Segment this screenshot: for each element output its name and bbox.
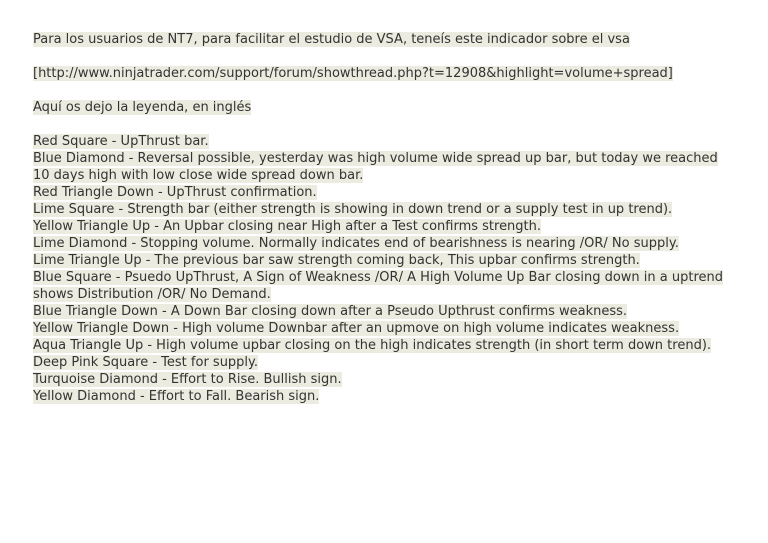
legend-item-text: Yellow Diamond - Effort to Fall. Bearish sign. [33, 389, 320, 404]
legend-item [33, 269, 733, 303]
legend-item-text: Lime Triangle Up - The previous bar saw strength coming back, This upbar confirms strength. [33, 253, 640, 268]
intro-paragraph [33, 31, 733, 48]
legend-item [33, 150, 733, 184]
legend-item-text: Yellow Triangle Up - An Upbar closing near High after a Test confirms strength. [33, 219, 542, 234]
legend-list [33, 133, 733, 405]
legend-item [33, 201, 733, 218]
legend-item [33, 337, 733, 354]
legend-item-text: Blue Diamond - Reversal possible, yesterday was high volume wide spread up bar, but today we reached 10 days high with low close wide spread down bar. [33, 151, 718, 183]
legend-item-text: Yellow Triangle Down - High volume Downbar after an upmove on high volume indicates weakness. [33, 321, 680, 336]
legend-item [33, 218, 733, 235]
legend-item [33, 371, 733, 388]
legend-intro-paragraph [33, 99, 733, 116]
legend-item-text: Turquoise Diamond - Effort to Rise. Bullish sign. [33, 372, 342, 387]
link-paragraph [33, 65, 733, 82]
legend-item [33, 388, 733, 405]
intro-text: Para los usuarios de NT7, para facilitar el estudio de VSA, teneís este indicador sobre el vsa [33, 32, 630, 47]
legend-item-text: Lime Square - Strength bar (either strength is showing in down trend or a supply test in up trend). [33, 202, 673, 217]
legend-item [33, 184, 733, 201]
legend-item [33, 252, 733, 269]
legend-item [33, 320, 733, 337]
legend-item-text: Lime Diamond - Stopping volume. Normally indicates end of bearishness is nearing /OR/ No supply. [33, 236, 679, 251]
legend-item [33, 303, 733, 320]
legend-item-text: Red Square - UpThrust bar. [33, 134, 209, 149]
legend-item-text: Aqua Triangle Up - High volume upbar closing on the high indicates strength (in short term down trend). [33, 338, 712, 353]
legend-item-text: Deep Pink Square - Test for supply. [33, 355, 259, 370]
legend-item [33, 354, 733, 371]
legend-item [33, 133, 733, 150]
legend-item-text: Blue Square - Psuedo UpThrust, A Sign of Weakness /OR/ A High Volume Up Bar closing down in a uptrend shows Distribution /OR/ No Demand. [33, 270, 724, 302]
legend-item [33, 235, 733, 252]
legend-item-text: Red Triangle Down - UpThrust confirmation. [33, 185, 317, 200]
spacer [33, 48, 733, 65]
spacer [33, 116, 733, 133]
legend-item-text: Blue Triangle Down - A Down Bar closing down after a Pseudo Upthrust confirms weakness. [33, 304, 628, 319]
forum-thread-link[interactable]: [http://www.ninjatrader.com/support/forum/showthread.php?t=12908&highlight=volume+spread] [33, 66, 673, 81]
legend-intro-text: Aquí os dejo la leyenda, en inglés [33, 100, 252, 115]
forum-post-body [33, 31, 733, 405]
spacer [33, 82, 733, 99]
